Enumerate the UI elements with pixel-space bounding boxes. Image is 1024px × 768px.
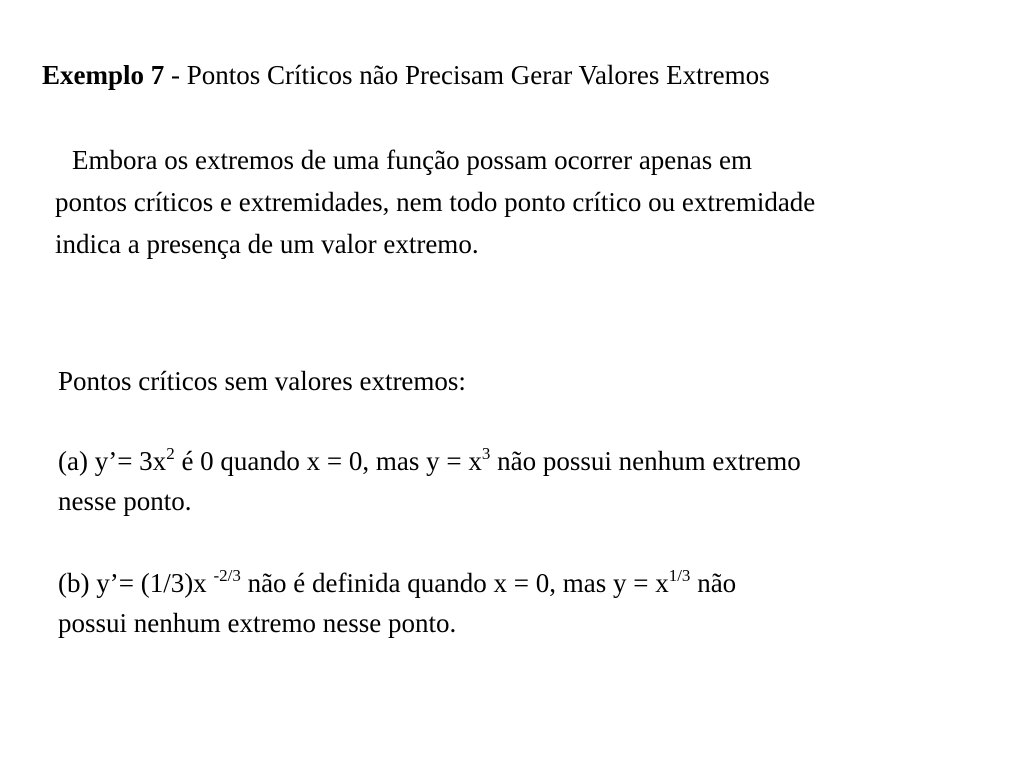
intro-line-1: Embora os extremos de uma função possam ocorrer apenas em — [72, 145, 753, 175]
example-a-exponent-2: 3 — [481, 444, 491, 463]
example-a-part-2: é 0 quando x = 0, mas y = x — [174, 446, 482, 476]
example-b-part-1: (b) y’= (1/3)x — [58, 568, 214, 598]
example-a — [58, 441, 1018, 521]
example-a-line-1 — [58, 441, 1018, 481]
subheading-text: Pontos críticos sem valores extremos: — [58, 366, 466, 396]
title-text: - Pontos Críticos não Precisam Gerar Valores Extremos — [164, 60, 770, 90]
critical-points-heading — [58, 361, 1018, 401]
intro-paragraph — [55, 139, 1020, 265]
example-b-line-2: possui nenhum extremo nesse ponto. — [58, 608, 457, 638]
example-b-part-3: não — [690, 568, 737, 598]
slide-title — [42, 58, 770, 92]
example-b-line-1 — [58, 563, 1018, 603]
example-a-part-3: não possui nenhum extremo — [490, 446, 801, 476]
example-a-exponent-1: 2 — [166, 444, 175, 463]
example-b — [58, 563, 1018, 643]
example-b-part-2: não é definida quando x = 0, mas y = x — [240, 568, 669, 598]
example-a-line-2: nesse ponto. — [58, 486, 192, 516]
example-b-exponent-2: 1/3 — [668, 566, 691, 585]
intro-line-2: pontos críticos e extremidades, nem todo ponto crítico ou extremidade — [55, 187, 816, 217]
example-b-exponent-1: -2/3 — [213, 566, 241, 585]
intro-line-3: indica a presença de um valor extremo. — [55, 229, 479, 259]
example-a-part-1: (a) y’= 3x — [58, 446, 167, 476]
title-example-number: Exemplo 7 — [42, 60, 165, 90]
